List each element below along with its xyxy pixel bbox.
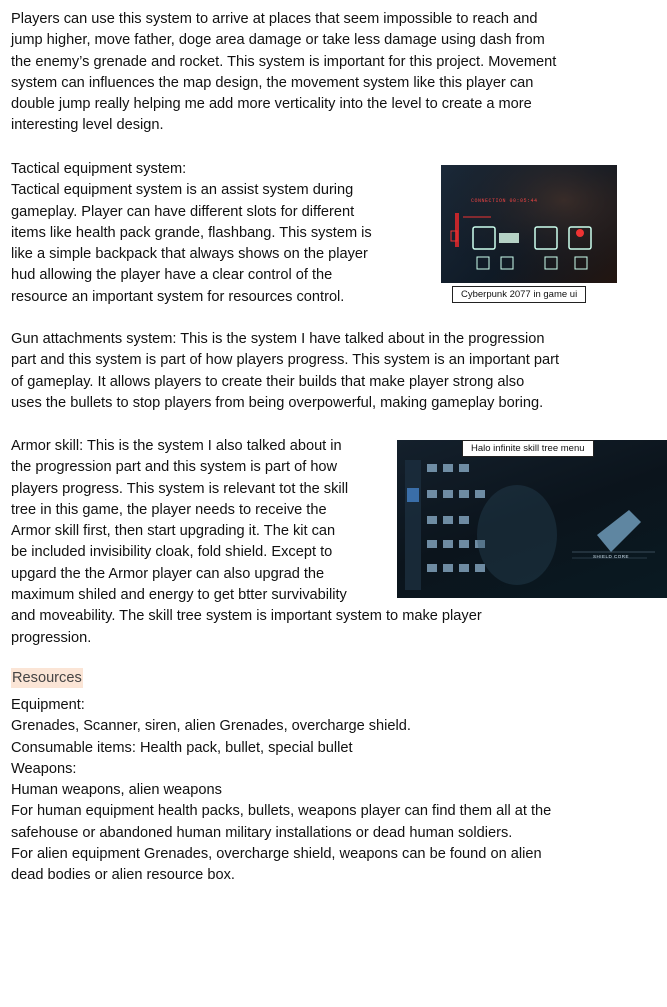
text-line: upgard the the Armor player can also upgrad the <box>11 565 325 582</box>
hud-connection-label: CONNECTION 00:05:44 <box>471 198 538 204</box>
text-line: Armor skill: This is the system I also talked about in <box>11 438 342 454</box>
text-line: double jump really helping me add more verticality into the level to create a more <box>11 96 532 113</box>
text-line: jump higher, move father, doge area damage or take less damage using dash from <box>11 32 545 49</box>
text-line: gameplay. Player can have different slots for different <box>11 203 355 220</box>
text-line: the progression part and this system is part of how <box>11 459 338 476</box>
halo-caption: Halo infinite skill tree menu <box>462 440 594 457</box>
text-line: uses the bullets to stop players from being overpowerful, making gameplay boring. <box>11 394 544 411</box>
cyberpunk-ui-image <box>441 165 617 283</box>
resources-heading: Resources <box>12 670 82 686</box>
text-line: maximum shiled and energy to get btter survivability <box>11 587 347 604</box>
resources-paragraph <box>11 695 551 887</box>
section-heading: Tactical equipment system: <box>11 161 187 177</box>
text-line: interesting level design. <box>11 117 164 134</box>
cyberpunk-hud-graphic <box>441 165 617 283</box>
text-line: Consumable items: Health pack, bullet, special bullet <box>11 739 353 756</box>
text-line: dead bodies or alien resource box. <box>11 867 235 884</box>
movement-paragraph <box>11 9 556 137</box>
text-line: progression. <box>11 629 92 646</box>
text-line: Players can use this system to arrive at places that seem impossible to reach and <box>11 11 538 27</box>
cyberpunk-caption: Cyberpunk 2077 in game ui <box>452 286 586 303</box>
text-line: part and this system is part of how players progress. This system is an important part <box>11 352 560 369</box>
text-line: of gameplay. It allows players to create their builds that make player strong also <box>11 373 525 390</box>
skill-panel-title: SHIELD CORE <box>593 554 630 559</box>
text-line: For alien equipment Grenades, overcharge shield, weapons can be found on alien <box>11 846 542 863</box>
text-line: safehouse or abandoned human military installations or dead human soldiers. <box>11 824 513 841</box>
text-line: items like health pack grande, flashbang. This system is <box>11 224 372 241</box>
text-line: be included invisibility cloak, fold shield. Except to <box>11 544 333 561</box>
text-line: Gun attachments system: This is the system I have talked about in the progression <box>11 331 545 347</box>
text-line: the enemy’s grenade and rocket. This system is important for this project. Movement <box>11 53 557 70</box>
armor-skill-paragraph <box>11 436 482 649</box>
text-line: system can influences the map design, the movement system like this player can <box>11 74 534 91</box>
text-line: resource an important system for resources control. <box>11 288 345 305</box>
tactical-equipment-paragraph <box>11 159 372 308</box>
gun-attachments-paragraph <box>11 329 559 414</box>
text-line: For human equipment health packs, bullets, weapons player can find them all at the <box>11 803 552 820</box>
text-line: Tactical equipment system is an assist system during <box>11 182 354 199</box>
text-line: like a simple backpack that always shows on the player <box>11 246 368 263</box>
text-line: Human weapons, alien weapons <box>11 782 222 799</box>
text-line: Grenades, Scanner, siren, alien Grenades, overcharge shield. <box>11 718 411 735</box>
text-line: tree in this game, the player needs to receive the <box>11 501 327 518</box>
text-line: Armor skill first, then start upgrading it. The kit can <box>11 523 336 540</box>
text-line: Equipment: <box>11 697 85 713</box>
text-line: Weapons: <box>11 760 77 777</box>
text-line: and moveability. The skill tree system is important system to make player <box>11 608 482 625</box>
text-line: players progress. This system is relevant tot the skill <box>11 480 349 497</box>
text-line: hud allowing the player have a clear control of the <box>11 267 333 284</box>
